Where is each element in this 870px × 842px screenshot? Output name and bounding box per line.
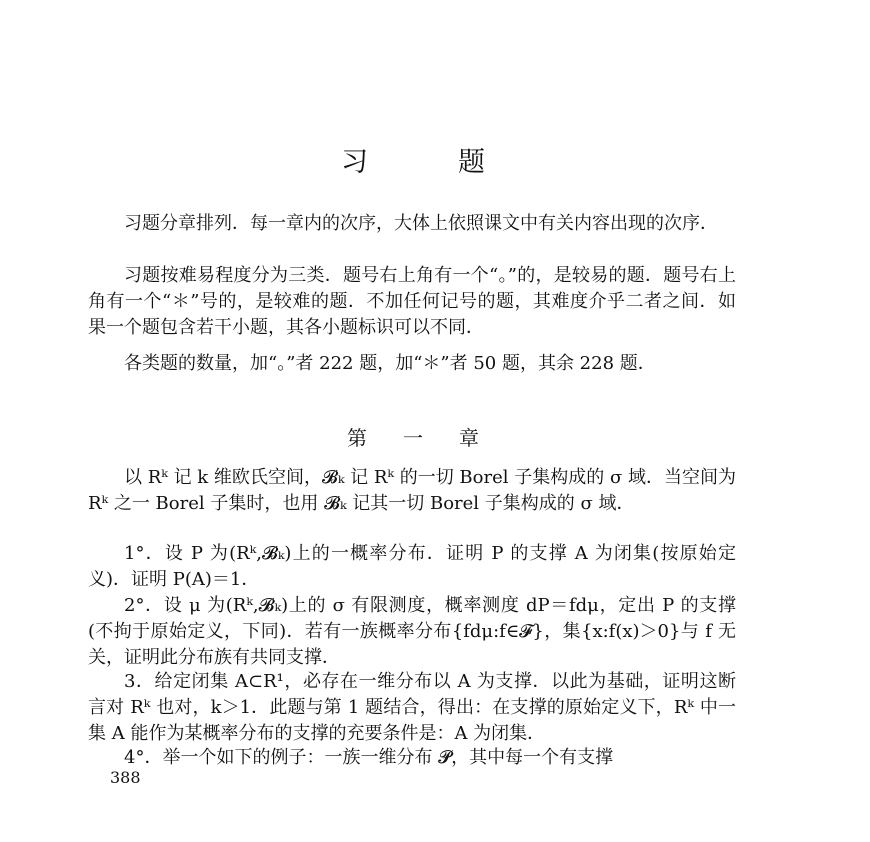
chapter-char-3: 章 [459, 426, 479, 450]
title-char-1: 习 [341, 147, 368, 178]
page-title [88, 140, 738, 179]
intro-paragraph-2: 习题按难易程度分为三类．题号右上角有一个“。”的，是较易的题．题号右上角有一个“＊”号的，是较难的题．不加任何记号的题，其难度介乎二者之间．如果一个题包含若干小题，其各小题标识可以不同． [88, 265, 736, 338]
intro-paragraph-3: 各类题的数量，加“。”者 222 题，加“＊”者 50 题，其余 228 题． [124, 353, 656, 374]
chapter-intro-paragraph: 以 Rᵏ 记 k 维欧氏空间，𝓑ₖ 记 Rᵏ 的一切 Borel 子集构成的 σ 域．当空间为 Rᵏ 之一 Borel 子集时，也用 𝓑ₖ 记其一切 Borel 子集构成的 σ 域． [88, 467, 736, 514]
intro-paragraph-1: 习题分章排列．每一章内的次序，大体上依照课文中有关内容出现的次序． [124, 213, 718, 234]
chapter-char-1: 第 [347, 426, 367, 450]
chapter-char-2: 一 [403, 426, 423, 450]
chapter-heading [88, 422, 738, 451]
exercise-1: 1°．设 P 为(Rᵏ,𝓑ₖ)上的一概率分布．证明 P 的支撑 A 为闭集(按原始定义)．证明 P(A)＝1． [88, 543, 736, 590]
exercise-3: 3．给定闭集 A⊂R¹，必存在一维分布以 A 为支撑．以此为基础，证明这断言对 Rᵏ 也对，k＞1．此题与第 1 题结合，得出：在支撑的原始定义下，Rᵏ 中一集 A 能作为某概率分布的支撑的充要条件是：A 为闭集． [88, 671, 736, 744]
page-number: 388 [110, 768, 141, 787]
book-page [88, 0, 738, 842]
exercise-4: 4°．举一个如下的例子：一族一维分布 𝓟，其中每一个有支撑 [124, 747, 614, 768]
exercise-2: 2°．设 μ 为(Rᵏ,𝓑ₖ)上的 σ 有限测度，概率测度 dP＝fdμ，定出 P 的支撑(不拘于原始定义，下同)．若有一族概率分布{fdμ:f∈𝓕}，集{x:f(x)＞0}与 f 无关，证明此分布族有共同支撑． [88, 595, 736, 668]
title-char-2: 题 [458, 147, 485, 178]
